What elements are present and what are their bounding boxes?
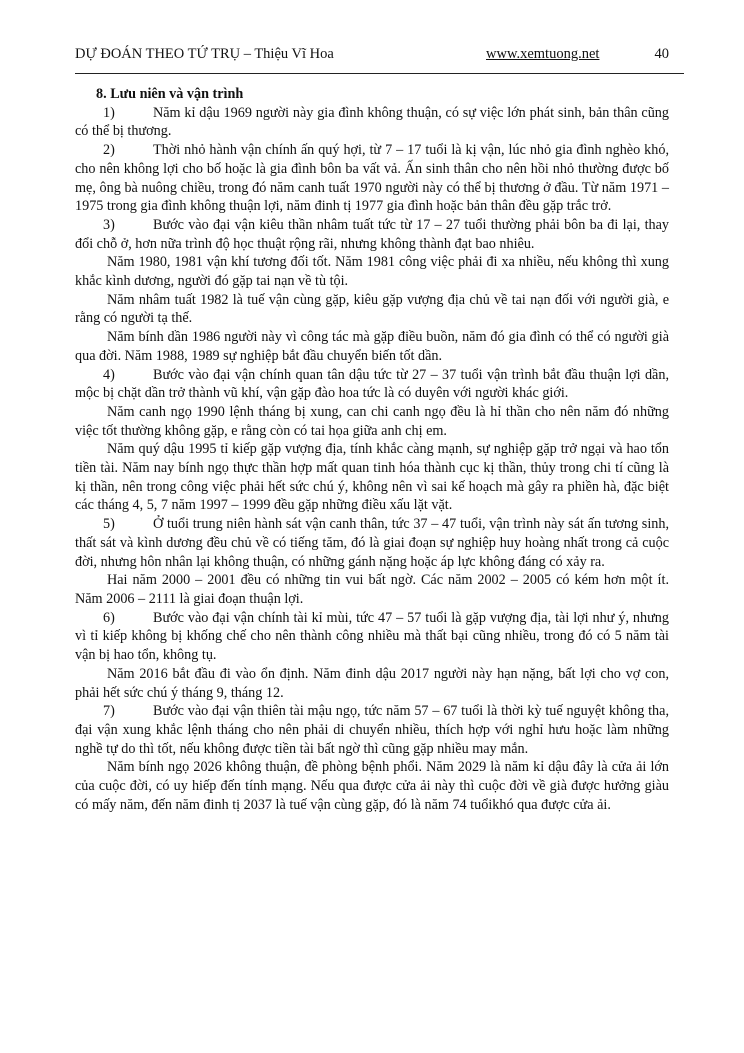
paragraph-text: Năm kỉ dậu 1969 người này gia đình không thuận, có sự việc lớn phát sinh, bản thân cũng có thể bị thương. xyxy=(75,104,669,140)
paragraph-text: Năm 2016 bắt đầu đi vào ổn định. Năm đinh dậu 2017 người này hạn nặng, bất lợi cho vợ con, phải hết sức chú ý tháng 9, tháng 12. xyxy=(75,665,669,701)
paragraph-text: Ở tuổi trung niên hành sát vận canh thân, tức 37 – 47 tuổi, vận trình này sát ấn tương sinh, thất sát và kình dương đều chủ về có tiếng tăm, đó là giai đoạn sự nghiệp huy hoàng nhất trong cả cuộc đời, nhưng hôn nhân lại không thuận, có những gánh nặng hoặc áp lực không đáng có xảy ra. xyxy=(75,516,669,570)
numbered-paragraph xyxy=(75,104,669,141)
numbered-paragraph xyxy=(75,216,669,253)
paragraph-text: Năm canh ngọ 1990 lệnh tháng bị xung, can chi canh ngọ đều là hỉ thần cho nên năm đó những việc tốt thường không gặp, e rằng còn có tai họa giữa anh chị em. xyxy=(75,403,669,439)
paragraph-text: Bước vào đại vận kiêu thần nhâm tuất tức từ 17 – 27 tuổi thường phải bôn ba đi lại, thay đổi chỗ ở, hơn nữa trình độ học thuật rộng rãi, nhưng không thành đạt bao nhiêu. xyxy=(75,216,669,252)
paragraph-text: Năm bính dần 1986 người này vì công tác mà gặp điều buồn, năm đó gia đình có thể có người già qua đời. Năm 1988, 1989 sự nghiệp bắt đầu chuyển biến tốt dần. xyxy=(75,329,669,364)
paragraph-list xyxy=(75,104,669,815)
paragraph-text: Bước vào đại vận thiên tài mậu ngọ, tức năm 57 – 67 tuổi là thời kỳ tuế nguyệt không tha, đại vận xung khắc lệnh tháng cho nên phải di chuyển nhiều, thích hợp với nghỉ hưu hoặc làm những nghề tự do thì tốt, nếu không được tiền tài bất ngờ thì cũng gặp nhiều may mắn. xyxy=(75,703,669,757)
section-heading: 8. Lưu niên và vận trình xyxy=(96,86,244,102)
paragraph xyxy=(75,440,669,515)
header-divider xyxy=(75,73,684,74)
paragraph xyxy=(75,571,669,608)
paragraph-number: 2) xyxy=(103,142,115,159)
paragraph-text: Năm bính ngọ 2026 không thuận, đề phòng bệnh phổi. Năm 2029 là năm kỉ dậu đây là cửa ải lớn của cuộc đời, có uy hiếp đến tính mạng. Nếu qua được cửa ải này thì cuộc đời về già được hưởng giàu có mấy năm, đến năm đinh tị 2037 là tuế vận cùng gặp, đó là năm 74 tuổikhó qua được cửa ải. xyxy=(75,759,669,813)
paragraph-number: 7) xyxy=(103,703,115,720)
paragraph-text: Bước vào đại vận chính quan tân dậu tức từ 27 – 37 tuổi vận trình bắt đầu thuận lợi dần, mộc bị chặt dần trở thành vũ khí, vận gặp đào hoa tức là có duyên với người khác giới. xyxy=(75,366,669,402)
page-header xyxy=(75,46,669,68)
paragraph-text: Năm 1980, 1981 vận khí tương đối tốt. Năm 1981 công việc phải đi xa nhiều, nếu không thì xung khắc kình dương, người đó gặp tai nạn về tù tội. xyxy=(75,254,669,290)
paragraph-text: Thời nhỏ hành vận chính ấn quý hợi, từ 7 – 17 tuổi là kị vận, lúc nhỏ gia đình nghèo khó, cho nên không lợi cho bố hoặc là gia đình bôn ba vất vả. Ấn sinh thân cho nên hồi nhỏ thường được bố mẹ, ông bà nuông chiều, trong đó năm canh tuất 1970 người này có thể bị thương ở đầu. Từ năm 1971 – 1975 trong gia đình không thuận lợi, năm đinh tị 1977 gia đình hoặc bản thân đều gặp trắc trở. xyxy=(75,142,669,215)
paragraph xyxy=(75,758,669,814)
paragraph-text: Hai năm 2000 – 2001 đều có những tin vui bất ngờ. Các năm 2002 – 2005 có kém hơn một ít. Năm 2006 – 2111 là giai đoạn thuận lợi. xyxy=(75,572,669,607)
paragraph-text: Năm nhâm tuất 1982 là tuế vận cùng gặp, kiêu gặp vượng địa chủ về tai nạn đối với người già, e rằng có người tạ thế. xyxy=(75,291,669,327)
website-link[interactable]: www.xemtuong.net xyxy=(486,46,600,62)
book-title: DỰ ĐOÁN THEO TỨ TRỤ – Thiệu Vĩ Hoa xyxy=(75,46,334,62)
page-number: 40 xyxy=(654,46,669,62)
paragraph xyxy=(75,328,669,365)
numbered-paragraph xyxy=(75,609,669,665)
numbered-paragraph xyxy=(75,515,669,571)
paragraph xyxy=(75,291,669,328)
paragraph xyxy=(75,403,669,440)
paragraph-number: 5) xyxy=(103,516,115,533)
page-body xyxy=(75,85,669,814)
paragraph-number: 3) xyxy=(103,216,115,233)
paragraph-number: 4) xyxy=(103,366,115,383)
paragraph-text: Năm quý dậu 1995 tỉ kiếp gặp vượng địa, tính khắc càng mạnh, sự nghiệp gặp trở ngại và hao tổn tiền tài. Năm nay bính ngọ thực thần hợp mất quan tinh hóa thành cục kị thần, thủy trong chi tí cũng là kị thần, nên trong công việc phải hết sức chú ý, không nên vì sai kế hoạch mà gây ra phiền hà, đặc biệt các tháng 4, 5, 7 năm 1997 – 1999 đều gặp những điều xấu lặt vặt. xyxy=(75,441,669,514)
numbered-paragraph xyxy=(75,141,669,216)
paragraph-number: 6) xyxy=(103,609,115,626)
paragraph xyxy=(75,253,669,290)
numbered-paragraph xyxy=(75,702,669,758)
numbered-paragraph xyxy=(75,366,669,403)
paragraph xyxy=(75,665,669,702)
paragraph-text: Bước vào đại vận chính tài kỉ mùi, tức 47 – 57 tuổi là gặp vượng địa, tài lợi như ý, nhưng vì tỉ kiếp không bị khống chế cho nên thành công nhiều mà thất bại cũng nhiều, trong đó có 5 năm tài vận bị hao tổn, không tụ. xyxy=(75,609,669,664)
paragraph-number: 1) xyxy=(103,104,115,121)
